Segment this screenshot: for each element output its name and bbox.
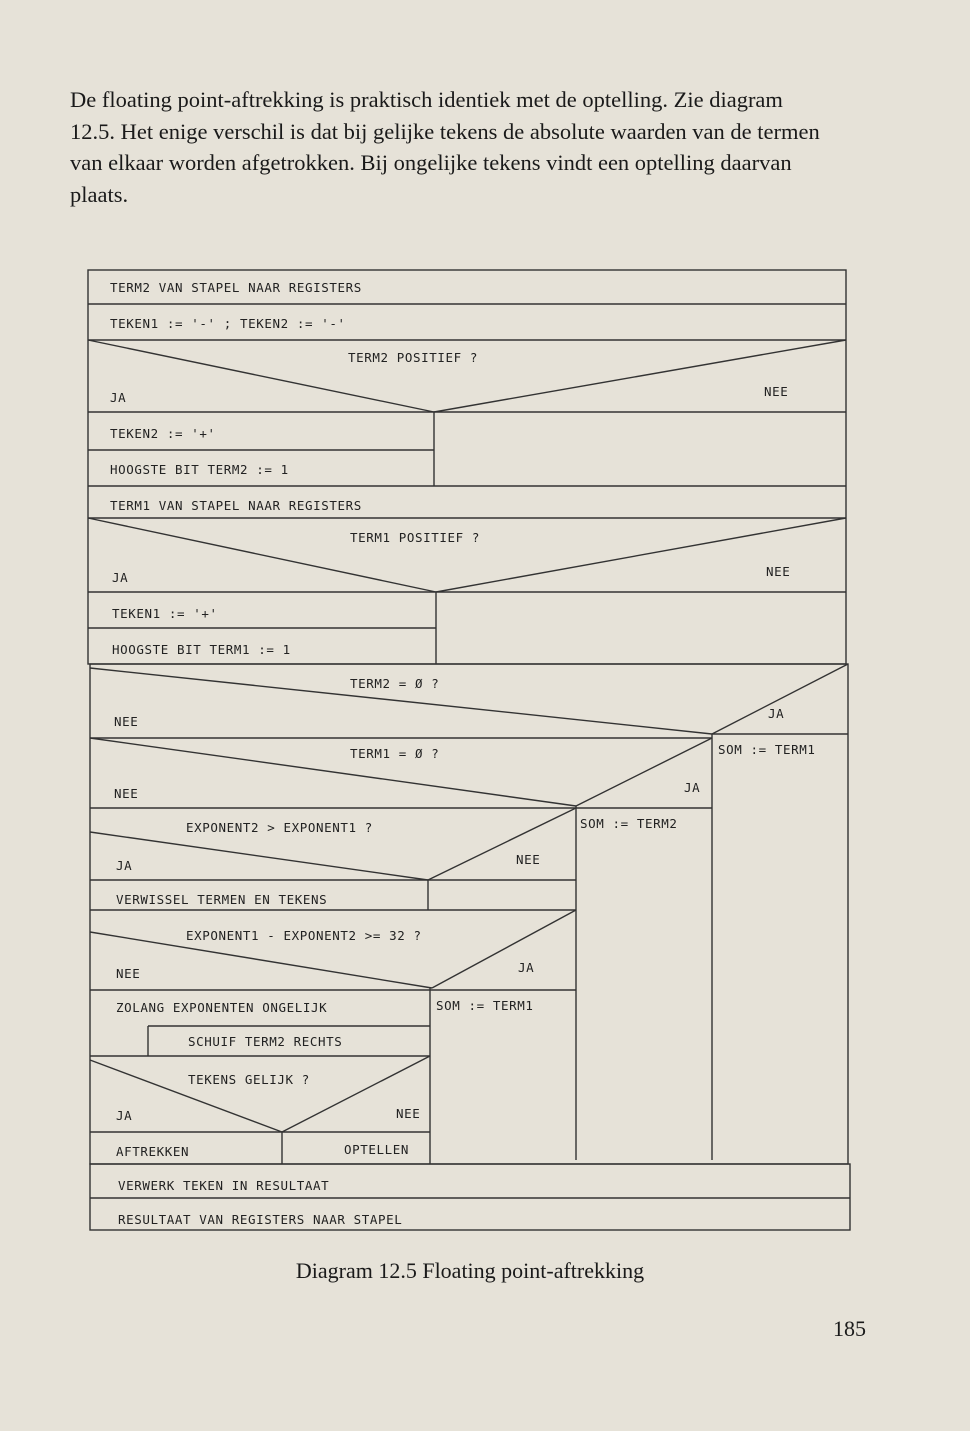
intro-line: van elkaar worden afgetrokken. Bij ongelijke tekens vindt een optelling daarvan (70, 150, 792, 175)
set-teken2-stmt: TEKEN2 := '+' (110, 426, 216, 441)
page-number: 185 (833, 1316, 866, 1341)
set-teken1-stmt: TEKEN1 := '+' (112, 606, 218, 621)
term1-zero-no: NEE (114, 786, 139, 801)
swap-terms-stmt: VERWISSEL TERMEN EN TEKENS (116, 892, 328, 907)
subtract-stmt: AFTREKKEN (116, 1144, 190, 1159)
intro-line: De floating point-aftrekking is praktisch identiek met de optelling. Zie diagram (70, 87, 783, 112)
exponent-compare-condition: EXPONENT2 > EXPONENT1 ? (186, 820, 373, 835)
intro-line: plaats. (70, 181, 129, 207)
term2-zero-yes: JA (768, 706, 785, 721)
result-to-stack-stmt: RESULTAAT VAN REGISTERS NAAR STAPEL (118, 1212, 403, 1227)
init-term2-stmt: TERM2 VAN STAPEL NAAR REGISTERS (110, 280, 362, 295)
som-term1-stmt-a: SOM := TERM1 (718, 742, 816, 757)
term2-zero-no: NEE (114, 714, 139, 729)
intro-line: 12.5. Het enige verschil is dat bij gelijke tekens de absolute waarden van de termen (70, 118, 820, 144)
signs-equal-no: NEE (396, 1106, 421, 1121)
exponent-compare-no: NEE (516, 852, 541, 867)
term2-positive-yes: JA (110, 390, 127, 405)
exponent-diff-condition: EXPONENT1 - EXPONENT2 >= 32 ? (186, 928, 422, 943)
init-signs-stmt: TEKEN1 := '-' ; TEKEN2 := '-' (110, 316, 346, 331)
exponent-diff-no: NEE (116, 966, 141, 981)
diagram-frame-middle (90, 664, 848, 1164)
term1-positive-no: NEE (766, 564, 791, 579)
exponent-compare-yes: JA (116, 858, 133, 873)
signs-equal-condition: TEKENS GELIJK ? (188, 1072, 310, 1087)
term2-zero-condition: TERM2 = Ø ? (350, 676, 440, 691)
apply-sign-stmt: VERWERK TEKEN IN RESULTAAT (118, 1178, 330, 1193)
signs-equal-yes: JA (116, 1108, 133, 1123)
term1-zero-condition: TERM1 = Ø ? (350, 746, 440, 761)
term2-positive-condition: TERM2 POSITIEF ? (348, 350, 479, 365)
set-highbit-term2-stmt: HOOGSTE BIT TERM2 := 1 (110, 462, 289, 477)
diagram-caption: Diagram 12.5 Floating point-aftrekking (295, 1258, 645, 1283)
term1-to-registers-stmt: TERM1 VAN STAPEL NAAR REGISTERS (110, 498, 362, 513)
while-exponents-unequal-loop: ZOLANG EXPONENTEN ONGELIJK (116, 1000, 328, 1015)
term1-zero-yes: JA (684, 780, 701, 795)
term1-positive-yes: JA (112, 570, 129, 585)
som-term1-stmt-b: SOM := TERM1 (436, 998, 534, 1013)
term2-positive-no: NEE (764, 384, 789, 399)
set-highbit-term1-stmt: HOOGSTE BIT TERM1 := 1 (112, 642, 291, 657)
add-stmt: OPTELLEN (344, 1142, 410, 1157)
term1-positive-condition: TERM1 POSITIEF ? (350, 530, 481, 545)
exponent-diff-yes: JA (518, 960, 535, 975)
shift-term2-right-stmt: SCHUIF TERM2 RECHTS (188, 1034, 343, 1049)
som-term2-stmt: SOM := TERM2 (580, 816, 678, 831)
